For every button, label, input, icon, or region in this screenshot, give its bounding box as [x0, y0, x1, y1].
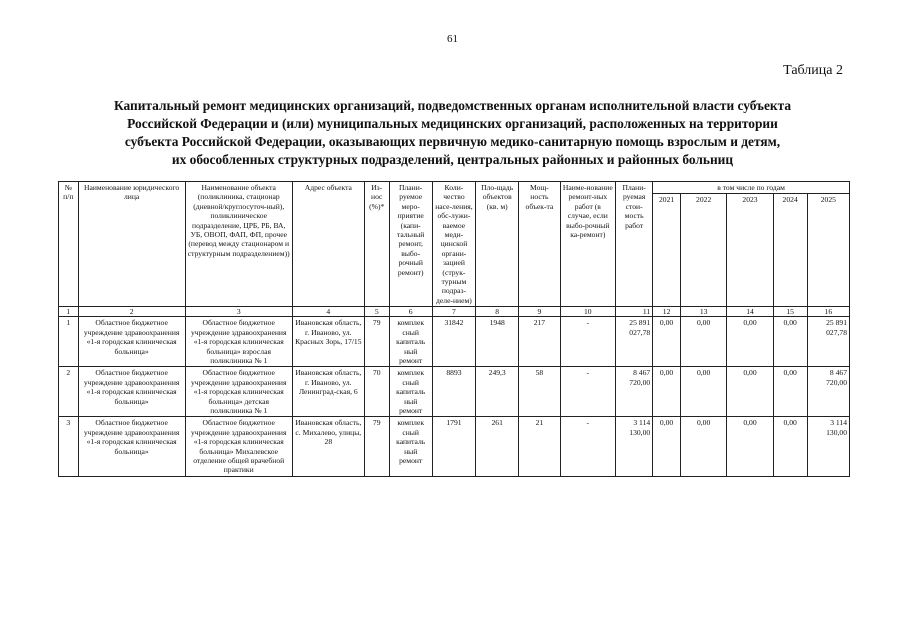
cell-works-name: - — [560, 367, 616, 417]
cell-population: 8893 — [432, 367, 475, 417]
repair-table — [58, 181, 850, 477]
cell-year-2024: 0,00 — [773, 317, 807, 367]
cell-planned-event: комплек сный капиталь ный ремонт — [389, 317, 432, 367]
cell-year-2021: 0,00 — [653, 317, 681, 367]
cell-wear: 70 — [364, 367, 389, 417]
cell-legal-name: Областное бюджетное учреждение здравоохранения «1-я городская клиническая больница» — [78, 317, 185, 367]
cell-capacity: 217 — [519, 317, 560, 367]
column-number: 1 — [59, 307, 79, 317]
cell-object-name: Областное бюджетное учреждение здравоохранения «1-я городская клиническая больница» Михалевское отделение общей врачебной практики — [185, 417, 292, 476]
cell-no: 3 — [59, 417, 79, 476]
header-legal-name: Наименование юридического лица — [78, 182, 185, 307]
cell-year-2025: 3 114 130,00 — [807, 417, 849, 476]
cell-works-name: - — [560, 417, 616, 476]
header-wear: Из-нос (%)* — [364, 182, 389, 307]
header-year-2024: 2024 — [773, 194, 807, 307]
cell-planned-cost: 3 114 130,00 — [616, 417, 653, 476]
column-number: 15 — [773, 307, 807, 317]
header-planned-event: Плани-руемое меро-приятие (капи-тальный ремонт, выбо-рочный ремонт) — [389, 182, 432, 307]
header-year-2023: 2023 — [727, 194, 773, 307]
cell-wear: 79 — [364, 417, 389, 476]
cell-year-2023: 0,00 — [727, 317, 773, 367]
cell-year-2025: 8 467 720,00 — [807, 367, 849, 417]
document-title — [55, 97, 850, 169]
cell-object-name: Областное бюджетное учреждение здравоохранения «1-я городская клиническая больница» детская поликлиника № 1 — [185, 367, 292, 417]
table-row — [59, 417, 850, 476]
header-no: № п/п — [59, 182, 79, 307]
cell-planned-event: комплек сный капиталь ный ремонт — [389, 367, 432, 417]
column-number: 11 — [616, 307, 653, 317]
header-object-name: Наименование объекта (поликлиника, стационар (дневной/круглосуточ-ный), поликлиническое подразделение, ЦРБ, РБ, ВА, УБ, ОВОП, ФАП, ФП, прочее (перевод между стационаром и структурным подразделением)) — [185, 182, 292, 307]
cell-year-2021: 0,00 — [653, 367, 681, 417]
cell-legal-name: Областное бюджетное учреждение здравоохранения «1-я городская клиническая больница» — [78, 367, 185, 417]
column-number: 10 — [560, 307, 616, 317]
title-line: Капитальный ремонт медицинских организаций, подведомственных органам исполнительной власти субъекта — [113, 98, 792, 113]
cell-legal-name: Областное бюджетное учреждение здравоохранения «1-я городская клиническая больница» — [78, 417, 185, 476]
cell-year-2022: 0,00 — [680, 317, 726, 367]
header-population: Коли-чество насе-ления, обс-лужи-ваемое меди-цинской органи-зацией (струк-турным подраз-деле-нием) — [432, 182, 475, 307]
cell-planned-cost: 25 891 027,78 — [616, 317, 653, 367]
column-number: 8 — [476, 307, 519, 317]
cell-population: 31842 — [432, 317, 475, 367]
cell-year-2024: 0,00 — [773, 417, 807, 476]
header-year-2025: 2025 — [807, 194, 849, 307]
cell-year-2025: 25 891 027,78 — [807, 317, 849, 367]
cell-year-2022: 0,00 — [680, 417, 726, 476]
cell-planned-cost: 8 467 720,00 — [616, 367, 653, 417]
cell-planned-event: комплек сный капиталь ный ремонт — [389, 417, 432, 476]
cell-year-2024: 0,00 — [773, 367, 807, 417]
column-number: 12 — [653, 307, 681, 317]
cell-area: 261 — [476, 417, 519, 476]
column-number: 2 — [78, 307, 185, 317]
cell-year-2023: 0,00 — [727, 417, 773, 476]
column-number: 6 — [389, 307, 432, 317]
cell-year-2023: 0,00 — [727, 367, 773, 417]
title-line: Российской Федерации и (или) муниципальных медицинских организаций, расположенных на территории — [127, 116, 778, 131]
cell-address: Ивановская область, г. Иваново, ул. Ленинград-ская, 6 — [292, 367, 364, 417]
title-line: их обособленных структурных подразделений, центральных районных и районных больниц — [171, 152, 734, 167]
cell-object-name: Областное бюджетное учреждение здравоохранения «1-я городская клиническая больница» взрослая поликлиника № 1 — [185, 317, 292, 367]
cell-area: 249,3 — [476, 367, 519, 417]
column-number: 14 — [727, 307, 773, 317]
header-works-name: Наиме-нование ремонт-ных работ (в случае, если выбо-рочный ка-ремонт) — [560, 182, 616, 307]
header-year-2021: 2021 — [653, 194, 681, 307]
column-number: 16 — [807, 307, 849, 317]
column-number: 13 — [680, 307, 726, 317]
header-address: Адрес объекта — [292, 182, 364, 307]
table-row — [59, 367, 850, 417]
header-area: Пло-щадь объектов (кв. м) — [476, 182, 519, 307]
column-number: 5 — [364, 307, 389, 317]
title-line: субъекта Российской Федерации, оказывающих первичную медико-санитарную помощь взрослым и детям, — [124, 134, 781, 149]
cell-works-name: - — [560, 317, 616, 367]
cell-no: 2 — [59, 367, 79, 417]
column-number: 4 — [292, 307, 364, 317]
column-number: 7 — [432, 307, 475, 317]
header-planned-cost: Плани-руемая стои-мость работ — [616, 182, 653, 307]
cell-address: Ивановская область, г. Иваново, ул. Красных Зорь, 17/15 — [292, 317, 364, 367]
cell-wear: 79 — [364, 317, 389, 367]
cell-capacity: 21 — [519, 417, 560, 476]
table-label: Таблица 2 — [783, 63, 843, 78]
page-number: 61 — [447, 33, 458, 45]
cell-no: 1 — [59, 317, 79, 367]
cell-area: 1948 — [476, 317, 519, 367]
table-row — [59, 317, 850, 367]
header-year-2022: 2022 — [680, 194, 726, 307]
cell-population: 1791 — [432, 417, 475, 476]
cell-year-2021: 0,00 — [653, 417, 681, 476]
cell-address: Ивановская область, с. Михалево, улицы, 28 — [292, 417, 364, 476]
column-number: 3 — [185, 307, 292, 317]
header-by-years: в том числе по годам — [653, 182, 850, 194]
column-number-row — [59, 307, 850, 317]
header-capacity: Мощ-ность объек-та — [519, 182, 560, 307]
column-number: 9 — [519, 307, 560, 317]
cell-year-2022: 0,00 — [680, 367, 726, 417]
cell-capacity: 58 — [519, 367, 560, 417]
